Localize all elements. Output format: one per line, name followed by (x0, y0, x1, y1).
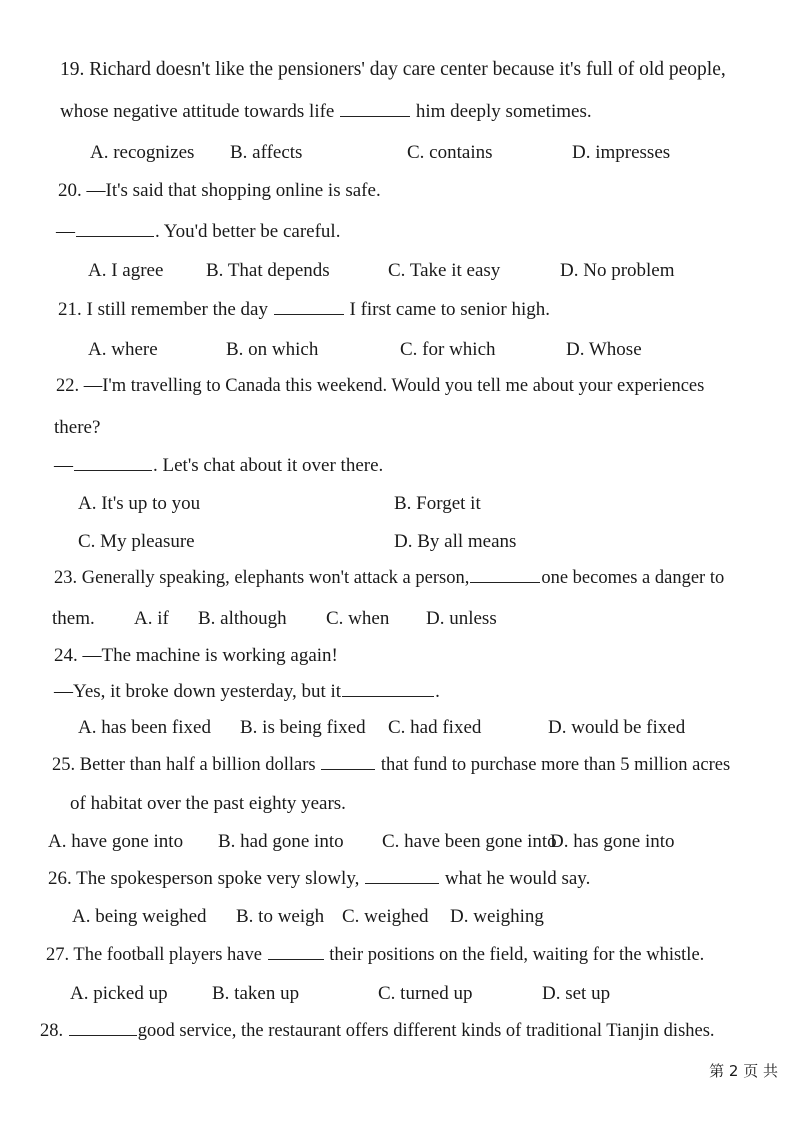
option-b: B. although (198, 608, 287, 629)
option-c: C. turned up (378, 983, 473, 1004)
question-24-text: —Yes, it broke down yesterday, but it (54, 681, 342, 702)
question-23-text: them. (52, 608, 95, 629)
question-22-text: . Let's chat about it over there. (153, 455, 384, 476)
option-c: C. have been gone into (382, 831, 557, 852)
question-25-text: 25. Better than half a billion dollars (52, 755, 316, 775)
question-20-text: . You'd better be careful. (155, 221, 341, 242)
option-a: A. picked up (70, 983, 168, 1004)
option-a: A. recognizes (90, 142, 195, 163)
question-27-text: 27. The football players have (46, 945, 262, 965)
question-20-stem-cont (56, 222, 340, 241)
question-22-stem: 22. —I'm travelling to Canada this weekend. Would you tell me about your experiences (56, 376, 705, 396)
option-a: A. where (88, 339, 158, 360)
option-c: C. for which (400, 339, 496, 360)
option-c: C. when (326, 608, 390, 629)
option-b: B. affects (230, 142, 303, 163)
question-22-stem-cont: there? (54, 417, 101, 438)
option-c: C. My pleasure (78, 531, 195, 552)
option-a: A. have gone into (48, 831, 184, 852)
page-number: 第 2 页 共 (709, 1062, 778, 1080)
option-d: D. By all means (394, 531, 517, 552)
question-21-text: 21. I still remember the day (58, 299, 268, 320)
question-26-stem (48, 869, 590, 888)
answer-blank (340, 115, 410, 117)
option-b: B. is being fixed (240, 717, 366, 738)
question-26-text: what he would say. (444, 868, 591, 889)
option-c: C. weighed (342, 906, 429, 927)
option-a: A. It's up to you (78, 493, 201, 514)
question-22-reply (54, 456, 383, 475)
option-b: B. to weigh (236, 906, 325, 927)
option-b: B. taken up (212, 983, 300, 1004)
question-28-text: good service, the restaurant offers different kinds of traditional Tianjin dishes. (137, 1021, 715, 1041)
question-22-text: — (54, 455, 73, 476)
option-d: D. weighing (450, 906, 544, 927)
question-21-text: I first came to senior high. (349, 299, 551, 320)
question-23-text: 23. Generally speaking, elephants won't attack a person, (54, 568, 470, 588)
option-a: A. I agree (88, 260, 164, 281)
question-28-stem (40, 1022, 715, 1041)
answer-blank (268, 958, 324, 960)
option-c: C. Take it easy (388, 260, 501, 281)
option-d: D. No problem (560, 260, 675, 281)
answer-blank (274, 313, 344, 315)
question-21-stem (58, 300, 550, 319)
question-27-text: their positions on the field, waiting for the whistle. (329, 945, 705, 965)
option-d: D. Whose (566, 339, 642, 360)
question-26-text: 26. The spokesperson spoke very slowly, (48, 868, 360, 889)
question-28-text: 28. (40, 1021, 64, 1041)
option-d: D. impresses (572, 142, 671, 163)
question-25-text: that fund to purchase more than 5 million acres (380, 755, 731, 775)
question-24-text: . (435, 681, 440, 702)
option-b: B. had gone into (218, 831, 344, 852)
question-19-stem-cont (60, 102, 592, 121)
answer-blank (321, 768, 375, 770)
question-19-text: him deeply sometimes. (415, 101, 592, 122)
option-a: A. has been fixed (78, 717, 211, 738)
option-d: D. has gone into (550, 831, 675, 852)
option-d: D. set up (542, 983, 611, 1004)
question-27-stem (46, 946, 704, 965)
option-b: B. Forget it (394, 493, 481, 514)
answer-blank (76, 235, 154, 237)
question-25-stem-cont: of habitat over the past eighty years. (70, 793, 346, 814)
answer-blank (365, 882, 439, 884)
question-24-stem: 24. —The machine is working again! (54, 645, 338, 666)
answer-blank (69, 1034, 137, 1036)
question-23-text: one becomes a danger to (541, 568, 725, 588)
option-d: D. unless (426, 608, 497, 629)
option-d: D. would be fixed (548, 717, 686, 738)
question-19-text: whose negative attitude towards life (60, 101, 335, 122)
option-a: A. if (134, 608, 169, 629)
option-b: B. on which (226, 339, 319, 360)
answer-blank (74, 469, 152, 471)
question-24-reply (54, 682, 440, 701)
option-a: A. being weighed (72, 906, 207, 927)
option-b: B. That depends (206, 260, 330, 281)
question-20-stem: 20. —It's said that shopping online is safe. (58, 180, 381, 201)
question-19-stem: 19. Richard doesn't like the pensioners' day care center because it's full of old people, (60, 59, 726, 80)
question-20-text: — (56, 221, 75, 242)
answer-blank (342, 695, 434, 697)
question-23-stem (54, 569, 724, 588)
option-c: C. contains (407, 142, 493, 163)
option-c: C. had fixed (388, 717, 482, 738)
question-25-stem (52, 756, 730, 775)
answer-blank (470, 581, 540, 583)
